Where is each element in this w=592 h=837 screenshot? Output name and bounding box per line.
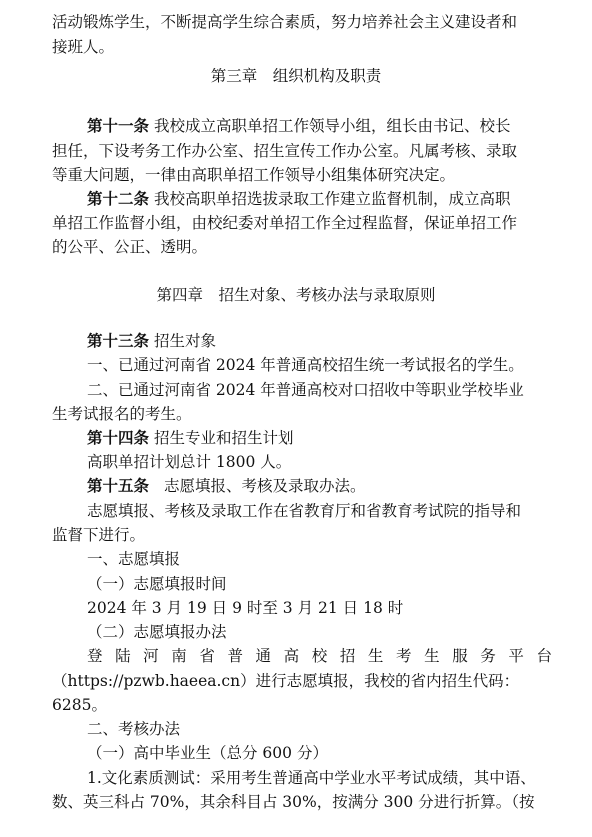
article-13-heading	[87, 331, 557, 351]
article-11-label: 第十一条	[87, 116, 150, 135]
article-13-label: 第十三条	[87, 331, 150, 350]
article-13-title: 招生对象	[153, 332, 216, 350]
article-14-heading	[87, 428, 557, 448]
article-12-line-1	[87, 189, 557, 209]
article-12-label: 第十二条	[87, 189, 150, 208]
section-2-sub-1: （一）高中毕业生（总分 600 分）	[87, 744, 328, 762]
section-1-time: 2024 年 3 月 19 日 9 时至 3 月 21 日 18 时	[87, 599, 404, 617]
article-14-title: 招生专业和招生计划	[153, 429, 294, 447]
section-2-item-1-line-1: 1.文化素质测试：采用考生普通高中学业水平考试成绩，其中语、	[87, 769, 536, 787]
article-13-item-1: 一、已通过河南省 2024 年普通高校招生统一考试报名的学生。	[87, 356, 524, 374]
section-1-method-line-3: 6285。	[52, 696, 107, 714]
article-15-line-2: 监督下进行。	[52, 526, 146, 544]
section-1-sub-2: （二）志愿填报办法	[87, 623, 227, 641]
article-15-line-1: 志愿填报、考核及录取工作在省教育厅和省教育考试院的指导和	[87, 502, 522, 520]
article-11-line-1	[87, 116, 557, 136]
section-2-item-1-line-2: 数、英三科占 70%，其余科目占 30%，按满分 300 分进行折算。（按	[52, 793, 535, 811]
intro-line-2: 接班人。	[52, 38, 115, 56]
article-12-text: 我校高职单招选拔录取工作建立监督机制，成立高职	[153, 190, 511, 208]
article-13-item-2-line-2: 生考试报名的考生。	[52, 405, 192, 423]
article-12-line-3: 的公平、公正、透明。	[52, 238, 208, 256]
article-11-line-3: 等重大问题，一律由高职单招工作领导小组集体研究决定。	[52, 166, 456, 184]
article-14-label: 第十四条	[87, 428, 150, 447]
article-11-text: 我校成立高职单招工作领导小组，组长由书记、校长	[153, 117, 511, 135]
section-1-title: 一、志愿填报	[87, 550, 181, 568]
intro-line-1: 活动锻炼学生，不断提高学生综合素质，努力培养社会主义建设者和	[52, 13, 518, 31]
chapter-4-title: 第四章 招生对象、考核办法与录取原则	[156, 286, 436, 304]
section-1-sub-1: （一）志愿填报时间	[87, 575, 227, 593]
article-11-line-2: 担任，下设考务工作办公室、招生宣传工作办公室。凡属考核、录取	[52, 142, 518, 160]
article-15-title: 志愿填报、考核及录取办法。	[163, 477, 366, 495]
section-1-method-line-2: （https://pzwb.haeea.cn）进行志愿填报，我校的省内招生代码：	[52, 672, 520, 690]
article-13-item-2-line-1: 二、已通过河南省 2024 年普通高校对口招收中等职业学校毕业	[87, 381, 524, 399]
article-15-heading	[87, 476, 557, 496]
section-2-title: 二、考核办法	[87, 720, 181, 738]
section-1-method-line-1: 登陆河南省普通高校招生考生服务平台	[87, 647, 552, 665]
article-15-label: 第十五条	[87, 476, 150, 495]
article-12-line-2: 单招工作监督小组，由校纪委对单招工作全过程监督，保证单招工作	[52, 214, 518, 232]
article-14-text: 高职单招计划总计 1800 人。	[87, 453, 292, 471]
chapter-3-title: 第三章 组织机构及职责	[210, 67, 382, 85]
